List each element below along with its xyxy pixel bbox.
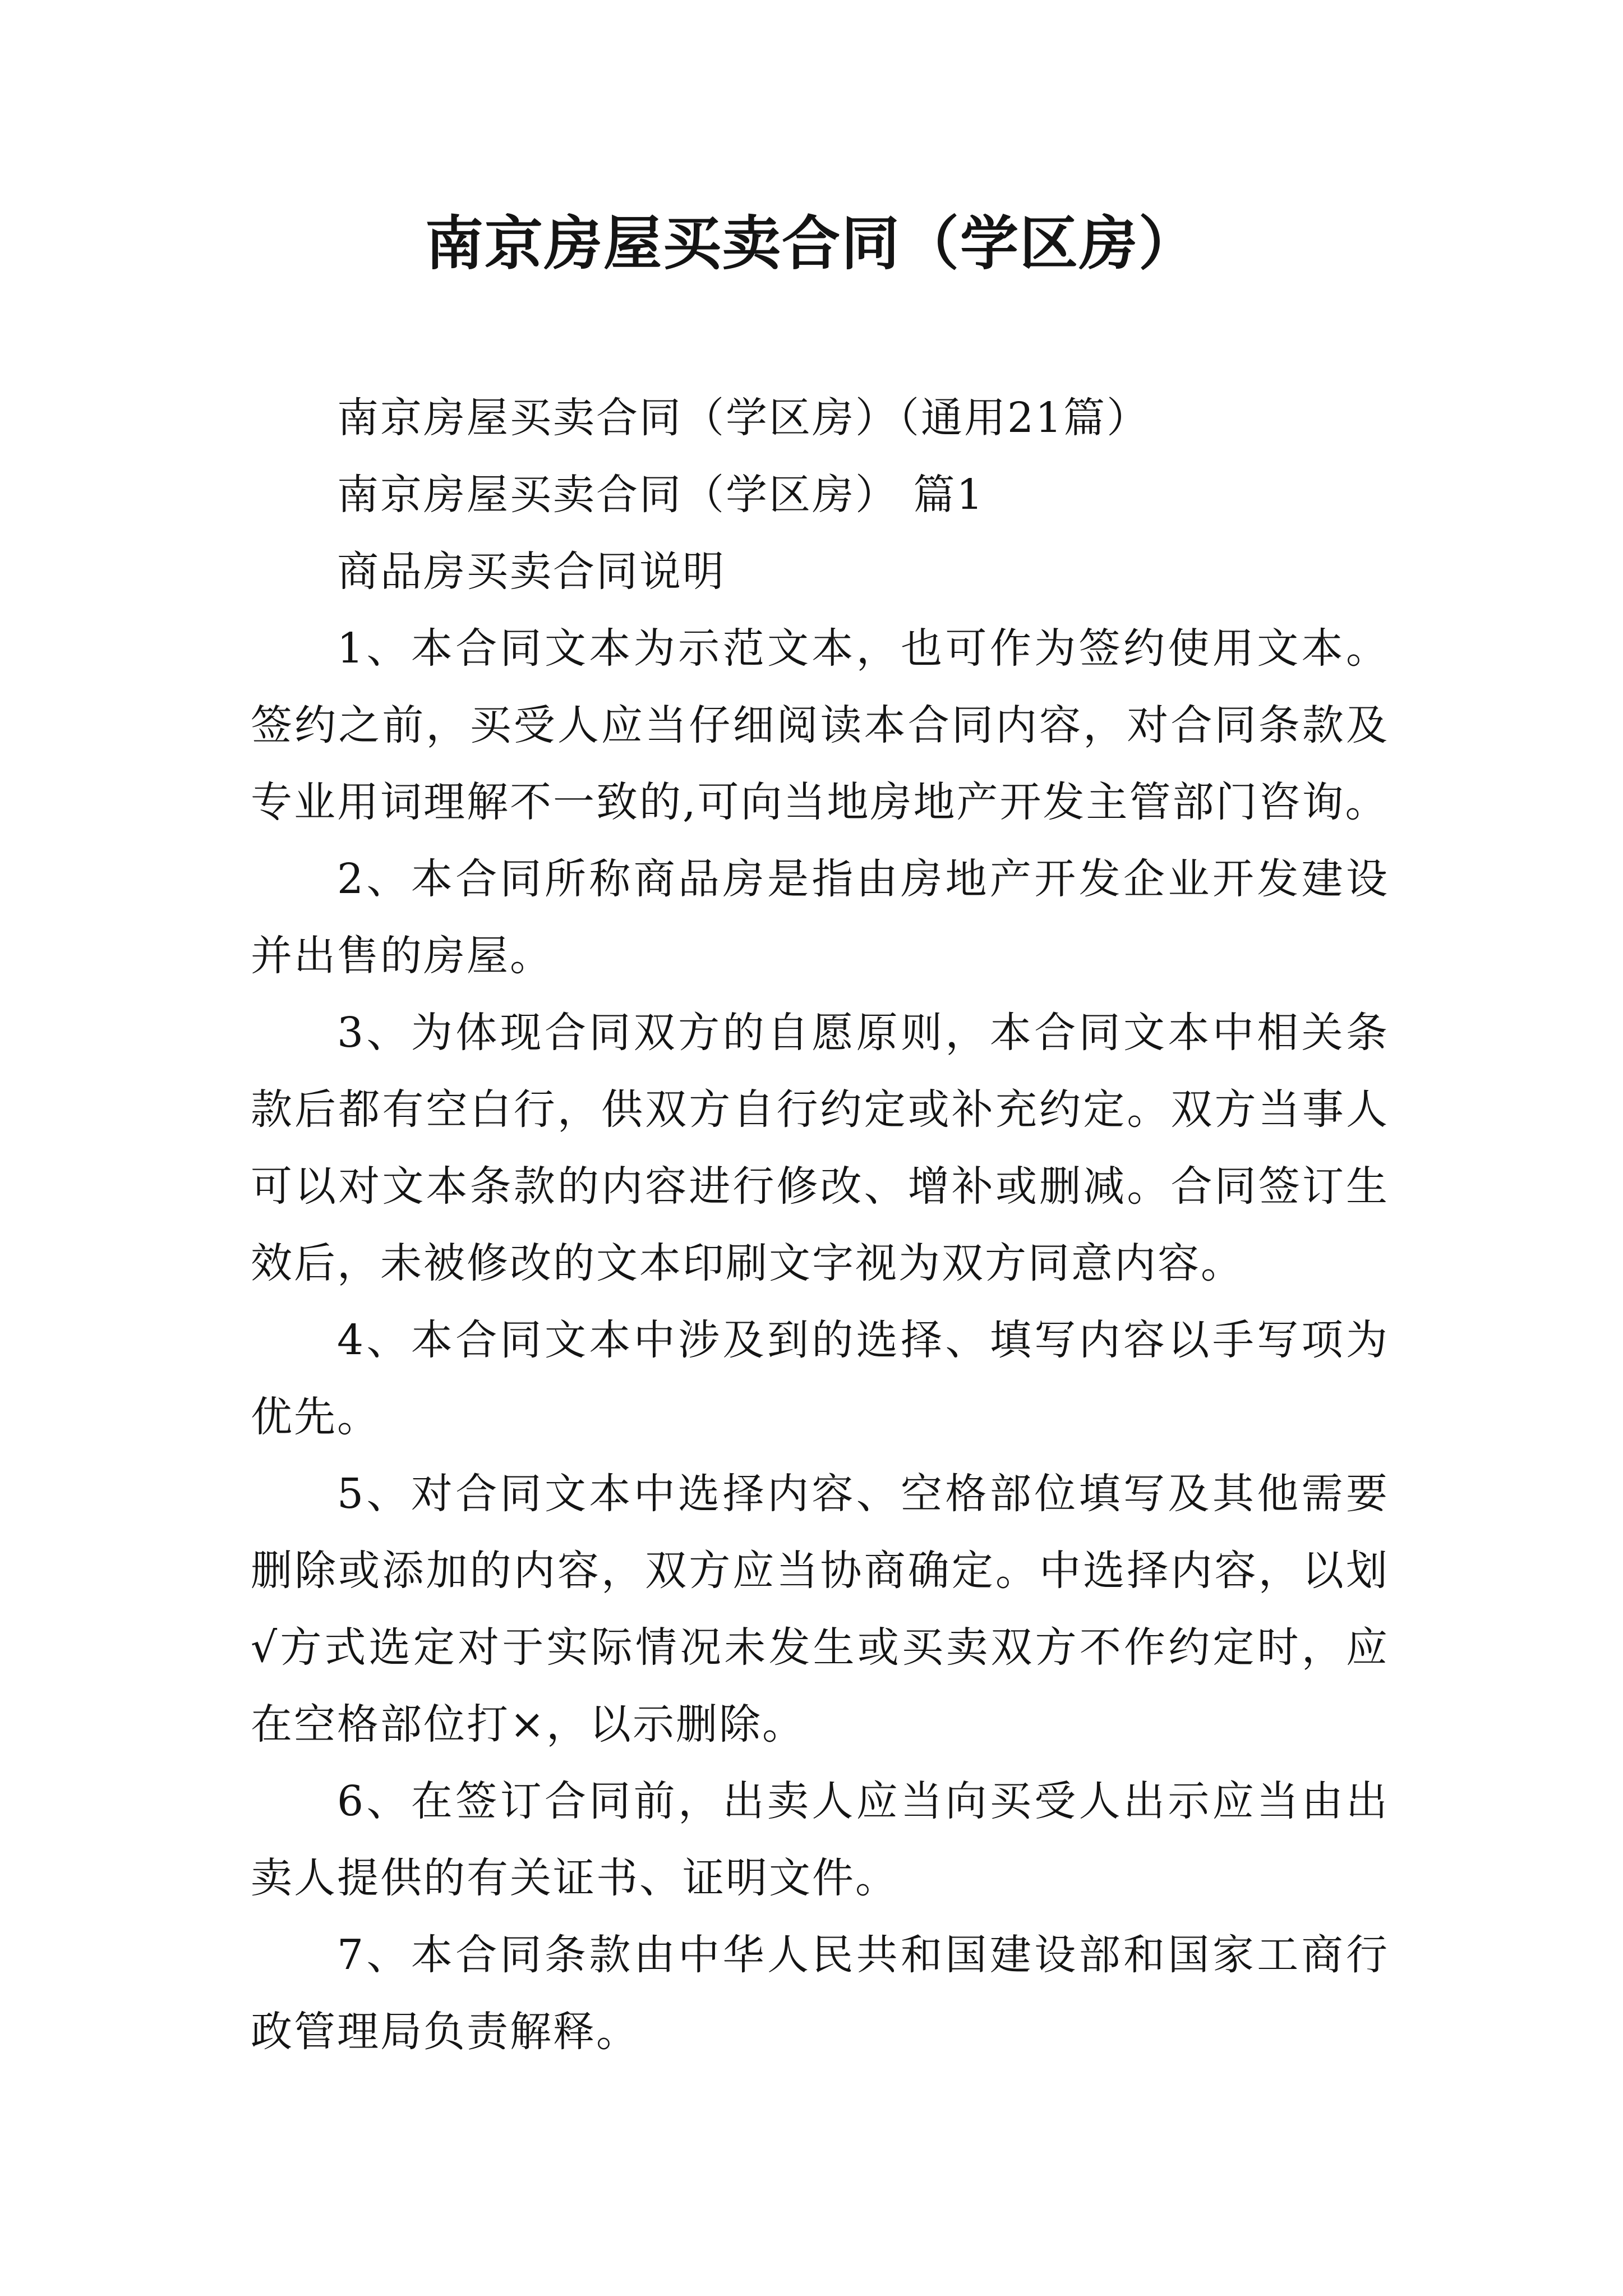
document-title: 南京房屋买卖合同（学区房） xyxy=(425,209,1198,278)
paragraph-line: 5、对合同文本中选择内容、空格部位填写及其他需要 xyxy=(337,1470,1389,1518)
paragraph-line: 删除或添加的内容，双方应当协商确定。中选择内容，以划 xyxy=(251,1547,1389,1595)
paragraph-4 xyxy=(251,1302,1389,1456)
paragraph-line: 效后，未被修改的文本印刷文字视为双方同意内容。 xyxy=(251,1239,1244,1287)
paragraph-line: 并出售的房屋。 xyxy=(251,932,553,980)
document-body xyxy=(251,380,1389,2070)
heading-line-part: 南京房屋买卖合同（学区房） 篇1 xyxy=(337,471,985,519)
paragraph-line: 6、在签订合同前，出卖人应当向买受人出示应当由出 xyxy=(337,1777,1389,1825)
paragraph-line: 可以对文本条款的内容进行修改、增补或删减。合同签订生 xyxy=(251,1162,1389,1211)
paragraph-line: 2、本合同所称商品房是指由房地产开发企业开发建设 xyxy=(337,855,1389,903)
paragraph-line: 7、本合同条款由中华人民共和国建设部和国家工商行 xyxy=(337,1931,1389,1979)
paragraph-line: 3、为体现合同双方的自愿原则，本合同文本中相关条 xyxy=(337,1009,1389,1057)
paragraph-line: 政管理局负责解释。 xyxy=(251,2008,639,2056)
paragraph-1 xyxy=(251,610,1389,841)
paragraph-line: 卖人提供的有关证书、证明文件。 xyxy=(251,1854,898,1902)
paragraph-6 xyxy=(251,1763,1389,1917)
paragraph-5 xyxy=(251,1456,1389,1763)
paragraph-line: √方式选定对于实际情况未发生或买卖双方不作约定时，应 xyxy=(251,1623,1389,1672)
paragraph-line: 签约之前，买受人应当仔细阅读本合同内容，对合同条款及 xyxy=(251,701,1389,749)
paragraph-line: 款后都有空白行，供双方自行约定或补充约定。双方当事人 xyxy=(251,1085,1389,1134)
paragraph-2 xyxy=(251,841,1389,995)
heading-line-section: 商品房买卖合同说明 xyxy=(337,547,726,596)
heading-line-collection: 南京房屋买卖合同（学区房）（通用21篇） xyxy=(337,394,1150,442)
paragraph-7 xyxy=(251,1917,1389,2070)
paragraph-line: 在空格部位打×，以示删除。 xyxy=(251,1700,806,1749)
paragraph-line: 优先。 xyxy=(251,1393,380,1441)
paragraph-3 xyxy=(251,995,1389,1302)
paragraph-line: 1、本合同文本为示范文本，也可作为签约使用文本。 xyxy=(337,624,1389,673)
paragraph-line: 专业用词理解不一致的,可向当地房地产开发主管部门咨询。 xyxy=(251,778,1389,826)
paragraph-line: 4、本合同文本中涉及到的选择、填写内容以手写项为 xyxy=(337,1316,1389,1364)
